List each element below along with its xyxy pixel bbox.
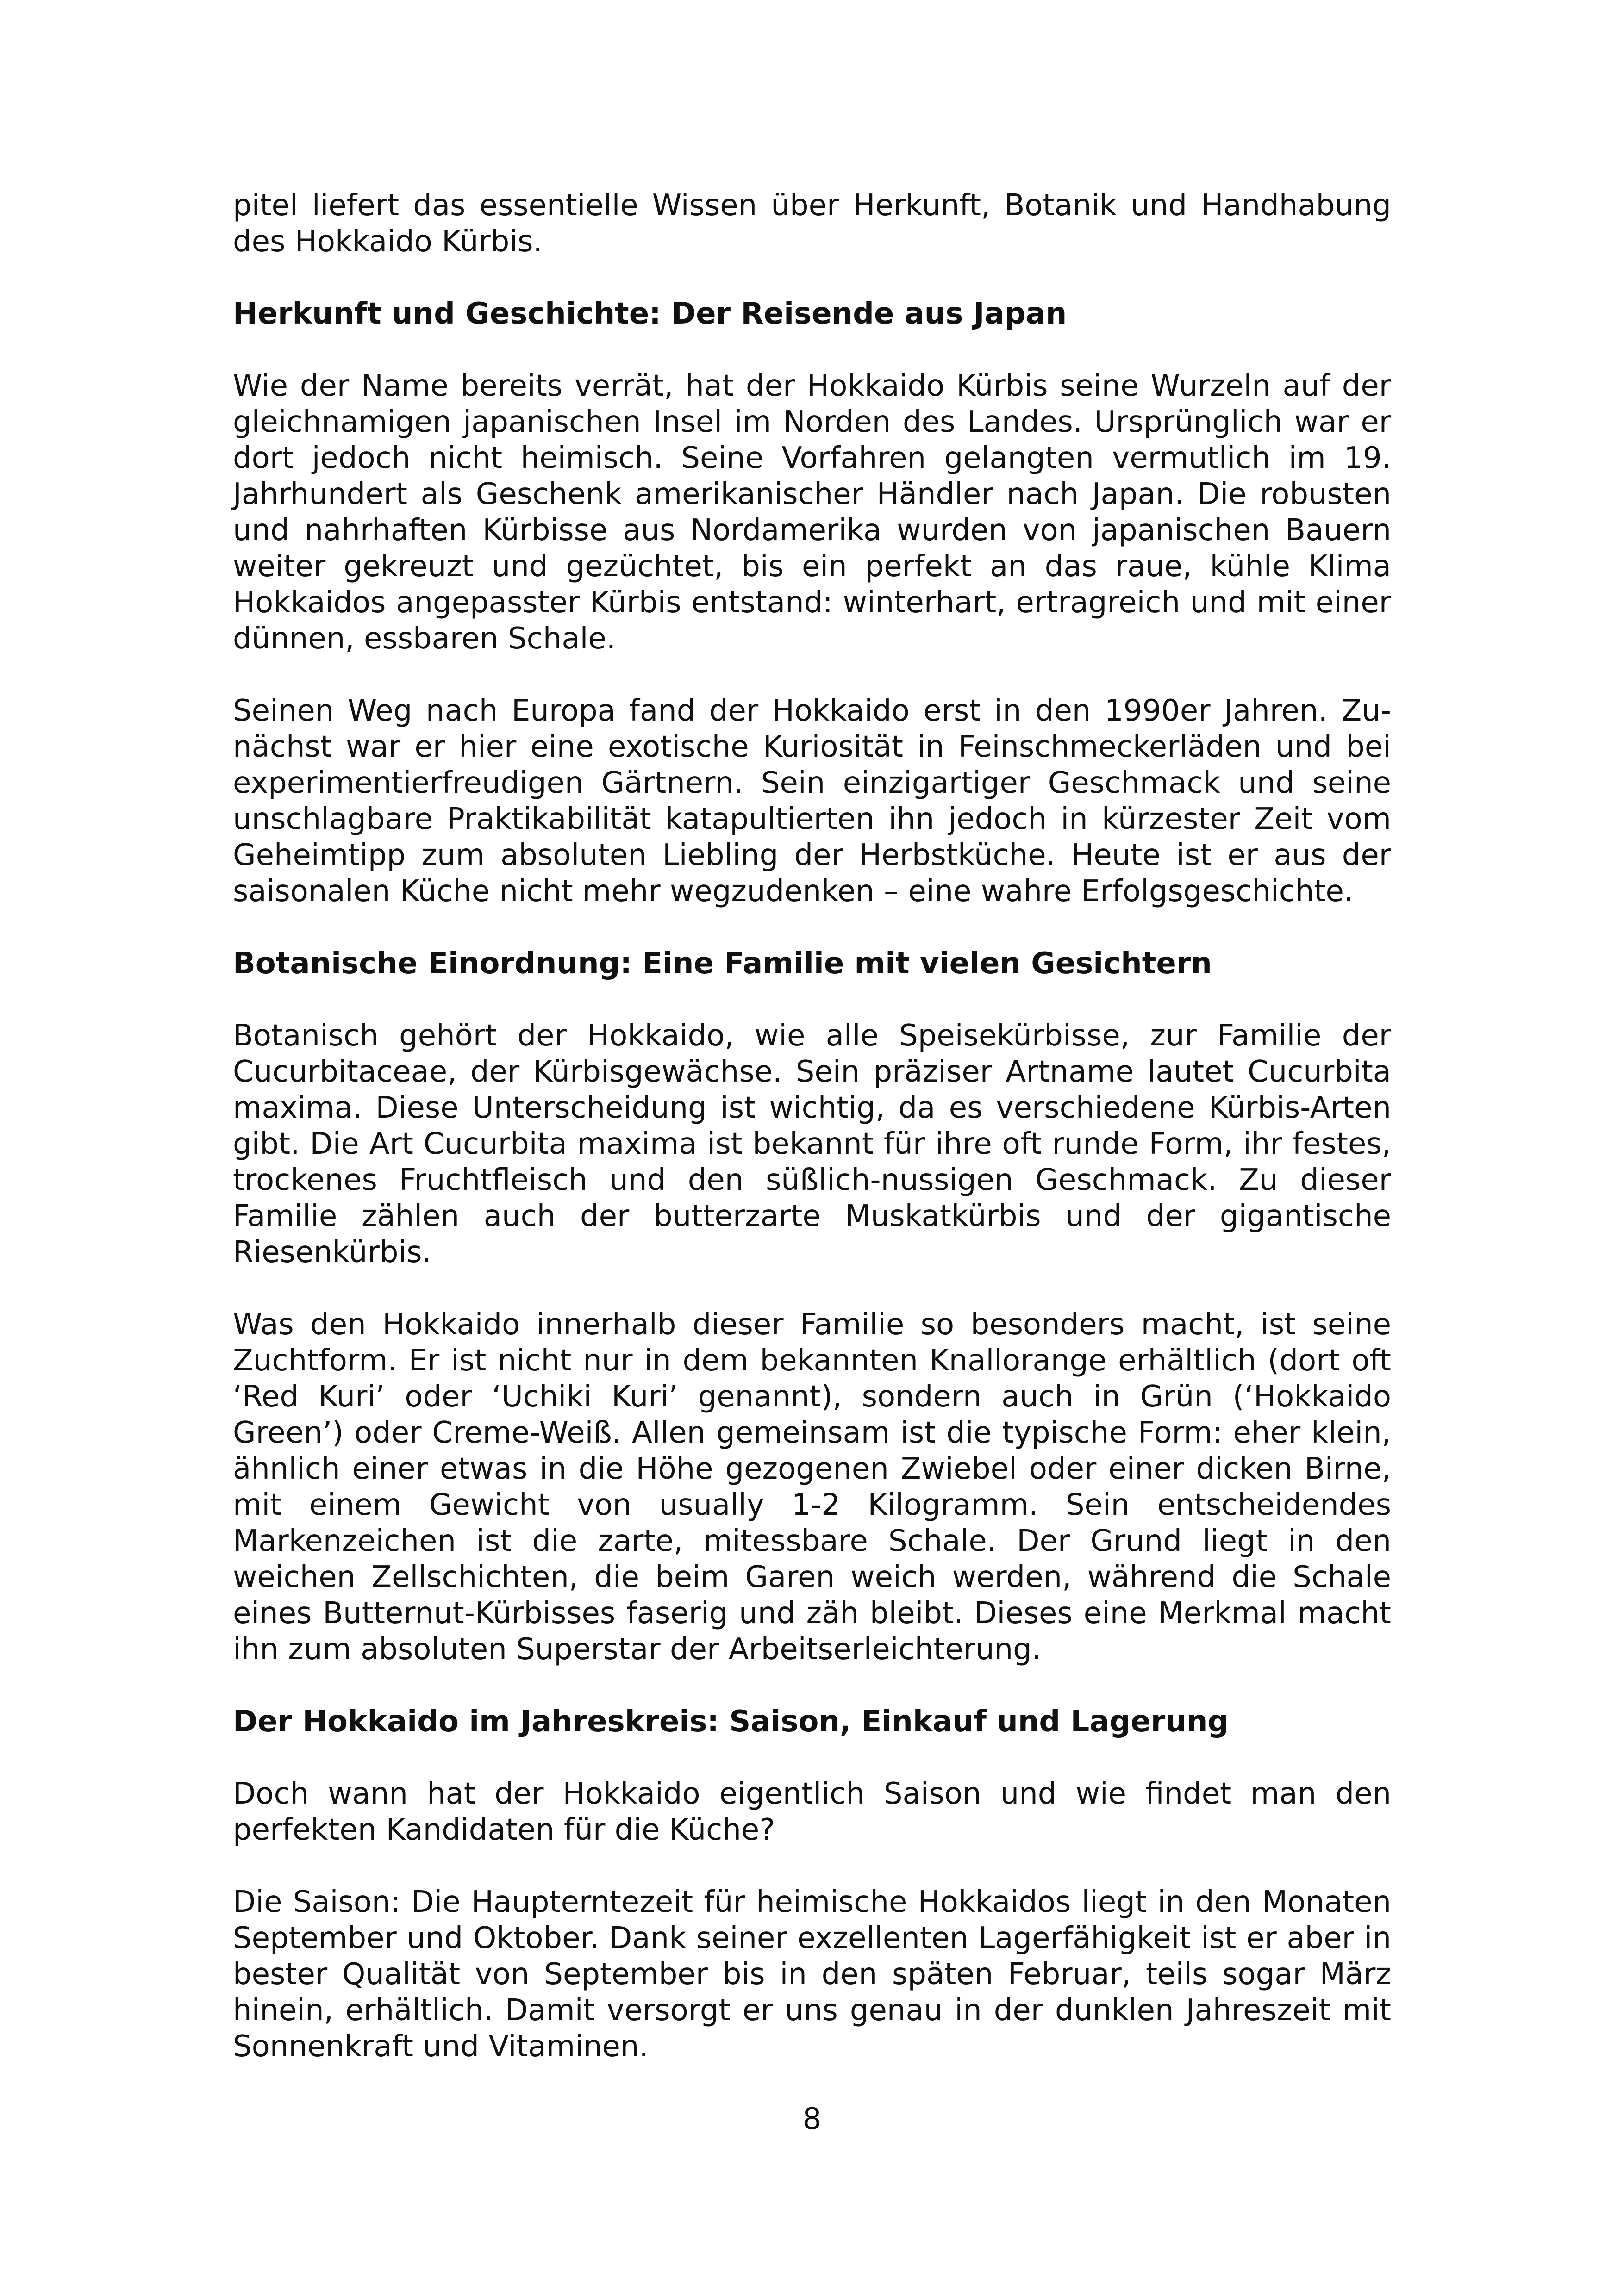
section-heading-saison: Der Hokkaido im Jahreskreis: Saison, Einkauf und Lagerung bbox=[233, 1705, 1229, 1739]
page-body bbox=[233, 187, 1391, 2065]
botanik-paragraph-2: Was den Hokkaido innerhalb dieser Familie so besonders macht, ist seine Zuchtform. Er ist nicht nur in dem bekannten Knallorange erhältlich (dort oft ‘Red Kuri’ oder ‘Uchiki Kuri’ genannt), sondern auch in Grün (‘Hokkaido Green’) oder Creme-Weiß. Allen gemeinsam ist die typische Form: eher klein, ähnlich einer etwas in die Höhe gezogenen Zwiebel oder einer dicken Birne, mit einem Gewicht von usually 1-2 Kilogramm. Sein entscheidendes Markenzeichen ist die zarte, mitessbare Schale. Der Grund liegt in den weichen Zellschichten, die beim Garen weich werden, während die Schale eines Butternut-Kürbisses faserig und zäh bleibt. Dieses eine Merkmal macht ihn zum absoluten Superstar der Arbeitserleichterung. bbox=[233, 1307, 1391, 1667]
section-heading-herkunft: Herkunft und Geschichte: Der Reisende aus Japan bbox=[233, 297, 1067, 331]
intro-paragraph: pitel liefert das essentielle Wissen über Herkunft, Botanik und Handhabung des Hokkaido Kürbis. bbox=[233, 188, 1391, 259]
page-number: 8 bbox=[802, 2102, 822, 2136]
section-heading-botanik: Botanische Einordnung: Eine Familie mit vielen Gesichtern bbox=[233, 946, 1212, 981]
herkunft-paragraph-1: Wie der Name bereits verrät, hat der Hokkaido Kürbis seine Wurzeln auf der gleichnamigen japanischen Insel im Norden des Landes. Ursprünglich war er dort jedoch nicht heimisch. Seine Vorfahren gelangten vermutlich im 19. Jahrhundert als Geschenk amerikanischer Händler nach Japan. Die robusten und nahrhaften Kürbisse aus Nordamerika wurden von japanischen Bauern weiter gekreuzt und gezüchtet, bis ein perfekt an das raue, kühle Klima Hokkaidos angepasster Kürbis entstand: winterhart, ertragreich und mit einer dünnen, essbaren Schale. bbox=[233, 369, 1391, 656]
saison-paragraph-2: Die Saison: Die Haupterntezeit für heimische Hokkaidos liegt in den Monaten September und Oktober. Dank seiner exzellenten Lagerfähigkeit ist er aber in bester Qualität von September bis in den späten Februar, teils sogar März hinein, erhältlich. Damit versorgt er uns genau in der dunklen Jahreszeit mit Sonnenkraft und Vitaminen. bbox=[233, 1885, 1391, 2064]
saison-paragraph-1: Doch wann hat der Hokkaido eigentlich Saison und wie findet man den perfekten Kandidaten für die Küche? bbox=[233, 1777, 1391, 1847]
botanik-paragraph-1: Botanisch gehört der Hokkaido, wie alle Speisekürbisse, zur Familie der Cucurbitaceae, der Kürbisgewächse. Sein präziser Artname lautet Cucurbita maxima. Diese Unterscheidung ist wichtig, da es verschiedene Kürbis-Arten gibt. Die Art Cucurbita maxima ist bekannt für ihre oft runde Form, ihr festes, trockenes Fruchtfleisch und den süßlich-nussigen Geschmack. Zu dieser Familie zählen auch der butterzarte Muskatkürbis und der gigantische Riesenkürbis. bbox=[233, 1019, 1391, 1269]
herkunft-paragraph-2: Seinen Weg nach Europa fand der Hokkaido erst in den 1990er Jahren. Zunächst war er hier eine exotische Kuriosität in Feinschmeckerläden und bei experimentierfreudigen Gärtnern. Sein einzigartiger Geschmack und seine unschlagbare Praktikabilität katapultierten ihn jedoch in kürzester Zeit vom Geheimtipp zum absoluten Liebling der Herbstküche. Heute ist er aus der saisonalen Küche nicht mehr wegzudenken – eine wahre Erfolgsgeschichte. bbox=[233, 694, 1391, 908]
